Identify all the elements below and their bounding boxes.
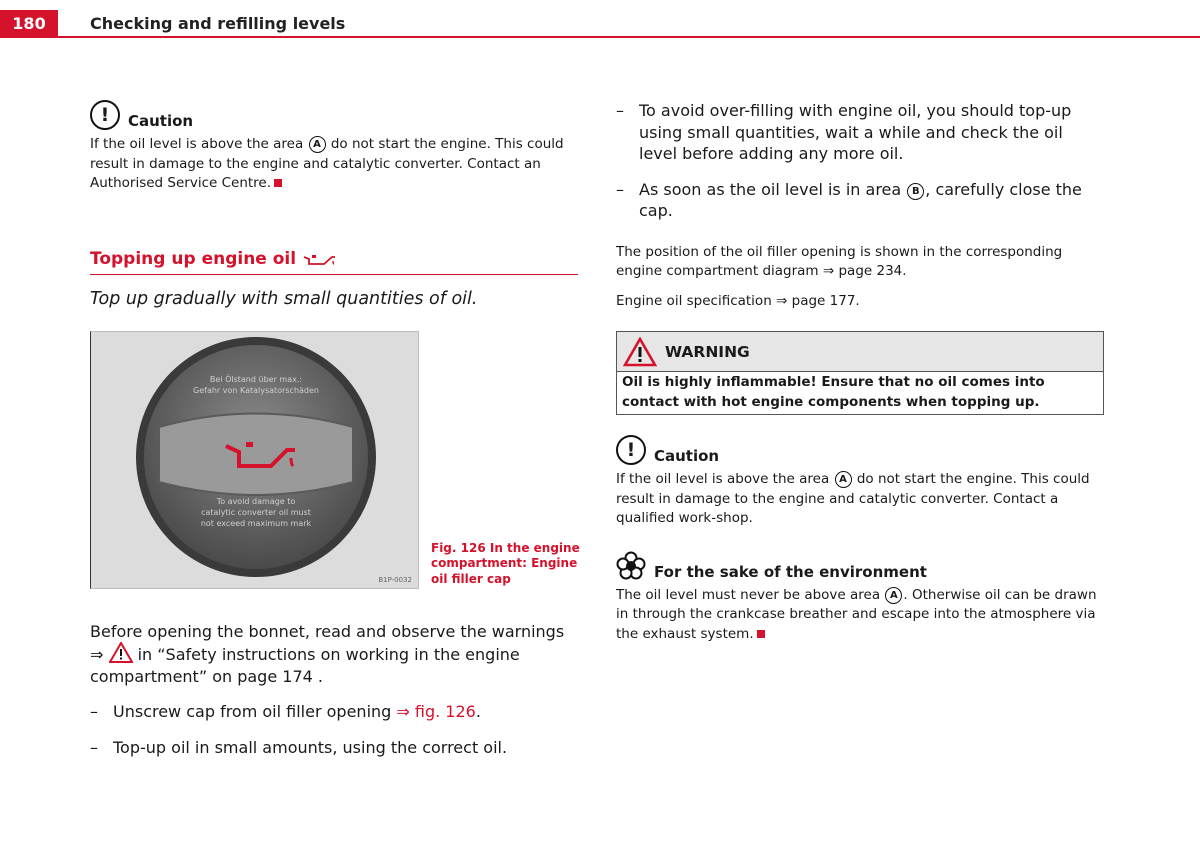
step-top-up: – Top-up oil in small amounts, using the correct oil. (90, 737, 508, 757)
header-rule (58, 36, 1200, 38)
section-topping-up (90, 248, 578, 311)
end-square-icon (757, 630, 765, 638)
warning-head (617, 332, 1103, 372)
svg-text:catalytic converter oil must: catalytic converter oil must (201, 507, 311, 517)
area-a-marker: A (835, 471, 852, 488)
oil-can-icon (302, 251, 336, 267)
warning-box (616, 331, 1104, 415)
area-a-marker: A (885, 587, 902, 604)
caution-text-right: If the oil level is above the area A do not start the engine. This could result in damage to the engine and catalytic converter. Contact a qualified work-shop. (616, 471, 1090, 526)
page-number: 180 (0, 10, 58, 38)
caution-text: If the oil level is above the area A do not start the engine. This could result in damage to the engine and catalytic converter. Contact an Authorised Service Centre. (90, 136, 564, 191)
image-code: B1P-0032 (378, 575, 412, 584)
figure-caption: Fig. 126 In the engine compartment: Engine oil filler cap (431, 540, 580, 586)
oil-spec-paragraph: Engine oil specification ⇒ page 177. (616, 292, 860, 309)
area-b-marker: B (907, 183, 924, 200)
caution-title-right: Caution (654, 447, 720, 465)
caution-head (90, 100, 578, 130)
warning-triangle-icon (623, 337, 657, 367)
step-avoid-overfilling: – To avoid over-filling with engine oil, you should top-up using small quantities, wait a while and check the oil level before adding any more oil. (616, 101, 1072, 163)
caution-icon: ! (90, 100, 120, 130)
warning-text: Oil is highly inflammable! Ensure that no oil comes into contact with hot engine components when topping up. (622, 374, 1045, 410)
safety-paragraph: Before opening the bonnet, read and observe the warnings ⇒ in “Safety instructions on working in the engine compartment” on page 174 . (90, 621, 565, 686)
caution-icon: ! (616, 435, 646, 465)
caution-note-left (90, 100, 578, 194)
environment-text: The oil level must never be above area A . Otherwise oil can be drawn in through the crankcase breather and escape into the atmosphere via the exhaust system. (616, 586, 1097, 642)
right-column (616, 100, 1104, 644)
end-square-icon (274, 179, 282, 187)
warning-title: WARNING (665, 342, 750, 361)
section-intro: Top up gradually with small quantities of oil. (90, 288, 478, 309)
environment-head (616, 551, 1104, 581)
flower-icon (616, 551, 646, 581)
section-rule (90, 274, 578, 275)
svg-text:To avoid damage to: To avoid damage to (216, 496, 296, 506)
area-a-marker: A (309, 136, 326, 153)
svg-text:not exceed maximum mark: not exceed maximum mark (200, 518, 312, 528)
oil-filler-cap-image (90, 331, 419, 589)
step-unscrew: – Unscrew cap from oil filler opening ⇒ fig. 126. (90, 702, 481, 721)
warning-triangle-icon (109, 642, 133, 663)
step-close-cap: – As soon as the oil level is in area B , carefully close the cap. (616, 179, 1082, 220)
fig-126-link[interactable]: ⇒ fig. 126 (396, 702, 476, 721)
caution-title: Caution (128, 112, 194, 130)
svg-text:Bei Ölstand über max.:: Bei Ölstand über max.: (209, 374, 303, 384)
filler-position-paragraph: The position of the oil filler opening is shown in the corresponding engine compartment diagram ⇒ page 234. (616, 243, 1063, 279)
left-column (90, 100, 578, 758)
section-title: Topping up engine oil (90, 248, 578, 270)
figure-126 (90, 331, 578, 591)
environment-note (616, 551, 1104, 645)
caution-note-right (616, 435, 1104, 529)
header-title: Checking and refilling levels (90, 14, 346, 33)
svg-text:Gefahr von Katalysatorschäden: Gefahr von Katalysatorschäden (193, 385, 319, 395)
caution-head-right (616, 435, 1104, 465)
oil-filler-cap-drawing (91, 332, 418, 588)
environment-title: For the sake of the environment (654, 562, 927, 581)
